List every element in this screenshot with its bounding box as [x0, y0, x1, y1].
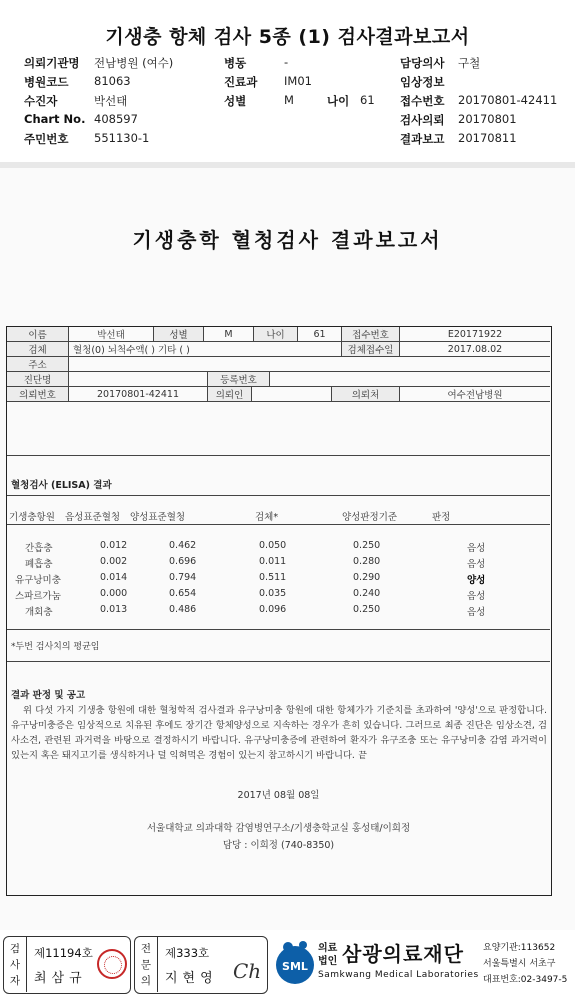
judgement: 음성 — [467, 543, 486, 554]
cutoff-value: 0.250 — [353, 604, 381, 615]
field-value: 551130-1 — [94, 131, 150, 145]
field-label: 병원코드 — [24, 75, 69, 89]
field-value: - — [284, 55, 289, 69]
results-header — [7, 505, 550, 525]
col-positive: 양성표준혈청 — [130, 512, 186, 523]
sample-value: 0.096 — [259, 604, 287, 615]
report-title: 기생충 항체 검사 5종 (1) 검사결과보고서 — [105, 26, 470, 48]
field-value: 구철 — [458, 56, 481, 70]
report-frame — [6, 326, 552, 896]
judgement: 음성 — [467, 607, 486, 618]
result-row — [7, 540, 550, 556]
section-divider — [7, 661, 550, 662]
sample-value: 0.511 — [259, 572, 287, 583]
footnote: *두번 검사치의 평균임 — [11, 642, 100, 652]
diagnosis-value — [69, 372, 208, 387]
field-label: 접수번호 — [400, 94, 445, 108]
field-value: 박선태 — [94, 94, 128, 108]
header-row — [24, 93, 564, 112]
inspector-license: 제11194호 — [34, 946, 93, 960]
field-value: 20170811 — [458, 131, 517, 145]
logo-text: SML — [282, 960, 308, 973]
negative-value: 0.002 — [100, 556, 128, 567]
sex-label: 성별 — [154, 327, 204, 342]
specimen-date-label: 검체접수일 — [342, 342, 400, 357]
positive-value: 0.654 — [169, 588, 197, 599]
org-info-line: 서울특별시 서초구 — [483, 959, 556, 969]
field-label: 수진자 — [24, 94, 58, 108]
red-seal-icon — [97, 949, 127, 979]
result-row — [7, 588, 550, 604]
request-no-value: 20170801-42411 — [69, 387, 208, 402]
field-label: 성별 — [224, 94, 247, 108]
receipt-value: E20171922 — [400, 327, 550, 342]
antigen: 스파르가눔 — [15, 591, 61, 602]
reg-value — [270, 372, 550, 387]
result-row — [7, 604, 550, 620]
org-name: 삼광의료재단 — [342, 942, 464, 966]
specimen-value: 혈청(0) 뇌척수액( ) 기타 ( ) — [69, 342, 342, 357]
field-label: 나이 — [327, 94, 350, 108]
field-label: 주민번호 — [24, 132, 69, 146]
inspector-name: 최삼규 — [34, 971, 87, 986]
header-row — [24, 55, 564, 74]
age-value: 61 — [298, 327, 342, 342]
negative-value: 0.000 — [100, 588, 128, 599]
footer-bar — [0, 932, 575, 1000]
section-divider — [7, 455, 550, 456]
doctor-stamp — [134, 936, 268, 994]
field-label: 의뢰기관명 — [24, 56, 80, 70]
org-info-line: 요양기관:113652 — [483, 943, 556, 953]
sex-value: M — [204, 327, 254, 342]
field-value: M — [284, 93, 294, 107]
field-label: 담당의사 — [400, 56, 445, 70]
org-english-name: Samkwang Medical Laboratories — [318, 970, 479, 980]
sample-value: 0.011 — [259, 556, 287, 567]
field-value: 20170801-42411 — [458, 93, 558, 107]
antigen: 개회충 — [25, 607, 53, 618]
cutoff-value: 0.250 — [353, 540, 381, 551]
header-row — [24, 74, 564, 93]
specimen-date-value: 2017.08.02 — [400, 342, 550, 357]
inspector-stamp — [3, 936, 131, 994]
specimen-label: 검체 — [7, 342, 69, 357]
doctor-name: 지현영 — [165, 971, 218, 986]
col-judgement: 판정 — [432, 512, 451, 523]
sml-logo-icon — [272, 938, 318, 990]
report-date: 2017년 08월 08일 — [237, 790, 320, 801]
sample-value: 0.035 — [259, 588, 287, 599]
handwritten-signature: Ch — [233, 959, 262, 983]
requester-label: 의뢰인 — [208, 387, 252, 402]
negative-value: 0.014 — [100, 572, 128, 583]
doctor-label: 전문의 — [140, 943, 152, 987]
negative-value: 0.012 — [100, 540, 128, 551]
result-row — [7, 572, 550, 588]
positive-value: 0.462 — [169, 540, 197, 551]
positive-value: 0.486 — [169, 604, 197, 615]
field-label: 임상정보 — [400, 75, 445, 89]
header-row — [24, 112, 564, 131]
request-no-label: 의뢰번호 — [7, 387, 69, 402]
field-label: 검사의뢰 — [400, 113, 445, 127]
requester-value — [252, 387, 332, 402]
stamp-divider — [157, 937, 158, 992]
address-label: 주소 — [7, 357, 69, 372]
sample-value: 0.050 — [259, 540, 287, 551]
field-label: 결과보고 — [400, 132, 445, 146]
org-info — [483, 940, 567, 988]
header-info-grid — [24, 55, 564, 150]
judgement: 음성 — [467, 559, 486, 570]
org-prefix: 의료법인 — [318, 943, 338, 967]
report-header — [0, 0, 575, 162]
antigen: 폐흡충 — [25, 559, 53, 570]
col-cutoff: 양성판정기준 — [342, 512, 398, 523]
negative-value: 0.013 — [100, 604, 128, 615]
antigen: 유구낭미충 — [15, 575, 61, 586]
org-info-line: 대표번호:02-3497-5 — [483, 975, 568, 985]
cutoff-value: 0.280 — [353, 556, 381, 567]
age-label: 나이 — [254, 327, 298, 342]
field-label: 병동 — [224, 56, 247, 70]
stamp-divider — [26, 937, 27, 992]
field-label: Chart No. — [24, 112, 86, 126]
name-value: 박선태 — [69, 327, 154, 342]
positive-value: 0.696 — [169, 556, 197, 567]
request-place-value: 여수전남병원 — [400, 387, 550, 402]
address-value — [69, 357, 550, 372]
section-divider — [7, 629, 550, 630]
signature-line: 서울대학교 의과대학 감염병연구소/기생충학교실 홍성태/이희정 — [146, 823, 411, 834]
field-value: 20170801 — [458, 112, 517, 126]
positive-value: 0.794 — [169, 572, 197, 583]
elisa-title: 혈청검사 (ELISA) 결과 — [11, 480, 112, 491]
field-value: 81063 — [94, 74, 131, 88]
judgement: 음성 — [467, 591, 486, 602]
cutoff-value: 0.290 — [353, 572, 381, 583]
doctor-license: 제333호 — [165, 946, 210, 960]
scanned-report — [0, 168, 575, 930]
diagnosis-label: 진단명 — [7, 372, 69, 387]
antigen: 간흡충 — [25, 543, 53, 554]
patient-info-table — [7, 327, 550, 417]
header-row — [24, 131, 564, 150]
contact-line: 담당 : 이희정 (740-8350) — [222, 840, 335, 851]
field-value: 408597 — [94, 112, 138, 126]
judgement-positive: 양성 — [467, 575, 486, 586]
conclusion-text: 위 다섯 가지 기생충 항원에 대한 혈청학적 검사결과 유구낭미충 항원에 대한 항체가가 기준치를 초과하여 '양성'으로 판정합니다. 유구낭미충증은 임상적으로 치유된 후에도 장기간 항체양성으로 지속하는 경우가 흔히 있습니다. 그러므로 최종 진단은 임상소견, 검사소견, 관련된 과거력을 바탕으로 결정하시기 바랍니다. 유구낭미충증에 관련하여 환자가 유구조충 또는 유구낭미충 감염 과거력이 있는지 혹은 돼지고기를 생식하거나 덜 익혀먹은 경험이 있는지 참고하시기 바랍니다. 끝 — [11, 705, 547, 761]
field-value: 61 — [360, 93, 375, 107]
result-row — [7, 556, 550, 572]
inspector-label: 검사자 — [9, 943, 21, 987]
conclusion-title: 결과 판정 및 공고 — [11, 690, 86, 701]
request-place-label: 의뢰처 — [332, 387, 400, 402]
field-value: 전남병원 (여수) — [94, 56, 174, 70]
receipt-label: 접수번호 — [342, 327, 400, 342]
field-label: 진료과 — [224, 75, 258, 89]
field-value: IM01 — [284, 74, 312, 88]
col-sample: 검체* — [255, 512, 279, 523]
section-divider — [7, 495, 550, 496]
col-negative: 음성표준혈청 — [65, 512, 121, 523]
document-title: 기생충학 혈청검사 결과보고서 — [132, 228, 443, 252]
name-label: 이름 — [7, 327, 69, 342]
cutoff-value: 0.240 — [353, 588, 381, 599]
reg-label: 등록번호 — [208, 372, 270, 387]
col-antigen: 기생충항원 — [9, 512, 55, 523]
